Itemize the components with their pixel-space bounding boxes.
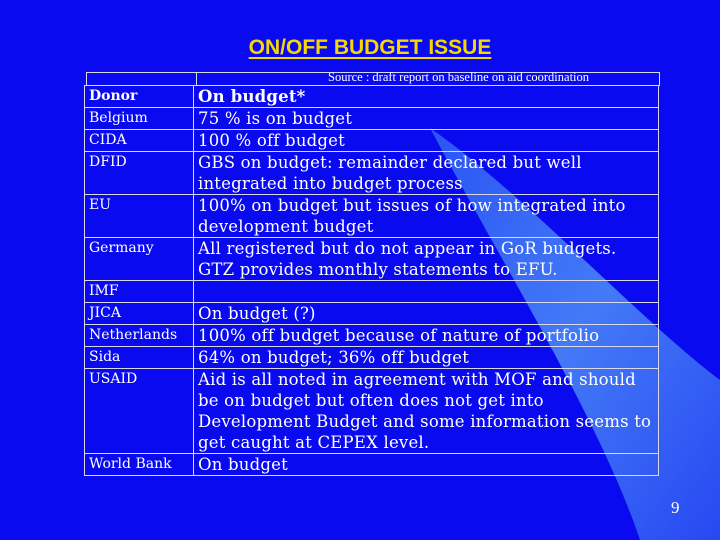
- table-row: [85, 108, 659, 130]
- source-frame-divider: [196, 72, 197, 86]
- table-row: [85, 195, 659, 238]
- table-row: [85, 325, 659, 347]
- header-on-budget: On budget*: [194, 86, 659, 108]
- budget-cell: 100 % off budget: [194, 130, 659, 152]
- budget-cell: All registered but do not appear in GoR budgets. GTZ provides monthly statements to EFU.: [194, 238, 659, 281]
- table-row: [85, 369, 659, 454]
- table-row: [85, 454, 659, 476]
- budget-table-container: [84, 85, 660, 510]
- source-caption: Source : draft report on baseline on aid coordination: [328, 70, 590, 84]
- donor-cell: JICA: [85, 303, 194, 325]
- page-number: 9: [671, 498, 680, 517]
- donor-cell: EU: [85, 195, 194, 238]
- table-row: [85, 347, 659, 369]
- donor-cell: USAID: [85, 369, 194, 454]
- donor-cell: Sida: [85, 347, 194, 369]
- donor-cell: CIDA: [85, 130, 194, 152]
- budget-cell: 75 % is on budget: [194, 108, 659, 130]
- table-row: [85, 130, 659, 152]
- donor-cell: DFID: [85, 152, 194, 195]
- budget-cell: Aid is all noted in agreement with MOF and should be on budget but often does not get into Development Budget and some information seems to get caught at CEPEX level.: [194, 369, 659, 454]
- slide-title: ON/OFF BUDGET ISSUE: [248, 36, 492, 59]
- budget-cell: GBS on budget: remainder declared but well integrated into budget process: [194, 152, 659, 195]
- table-row: [85, 238, 659, 281]
- budget-table: [84, 85, 659, 476]
- donor-cell: World Bank: [85, 454, 194, 476]
- budget-cell: 100% off budget because of nature of portfolio: [194, 325, 659, 347]
- table-row: [85, 152, 659, 195]
- table-row: [85, 281, 659, 303]
- budget-cell: 100% on budget but issues of how integrated into development budget: [194, 195, 659, 238]
- donor-cell: IMF: [85, 281, 194, 303]
- donor-cell: Belgium: [85, 108, 194, 130]
- donor-cell: Germany: [85, 238, 194, 281]
- budget-cell: On budget: [194, 454, 659, 476]
- budget-cell: On budget (?): [194, 303, 659, 325]
- table-row: [85, 303, 659, 325]
- donor-cell: Netherlands: [85, 325, 194, 347]
- table-header-row: [85, 86, 659, 108]
- header-donor: Donor: [85, 86, 194, 108]
- budget-cell: [194, 281, 659, 303]
- budget-cell: 64% on budget; 36% off budget: [194, 347, 659, 369]
